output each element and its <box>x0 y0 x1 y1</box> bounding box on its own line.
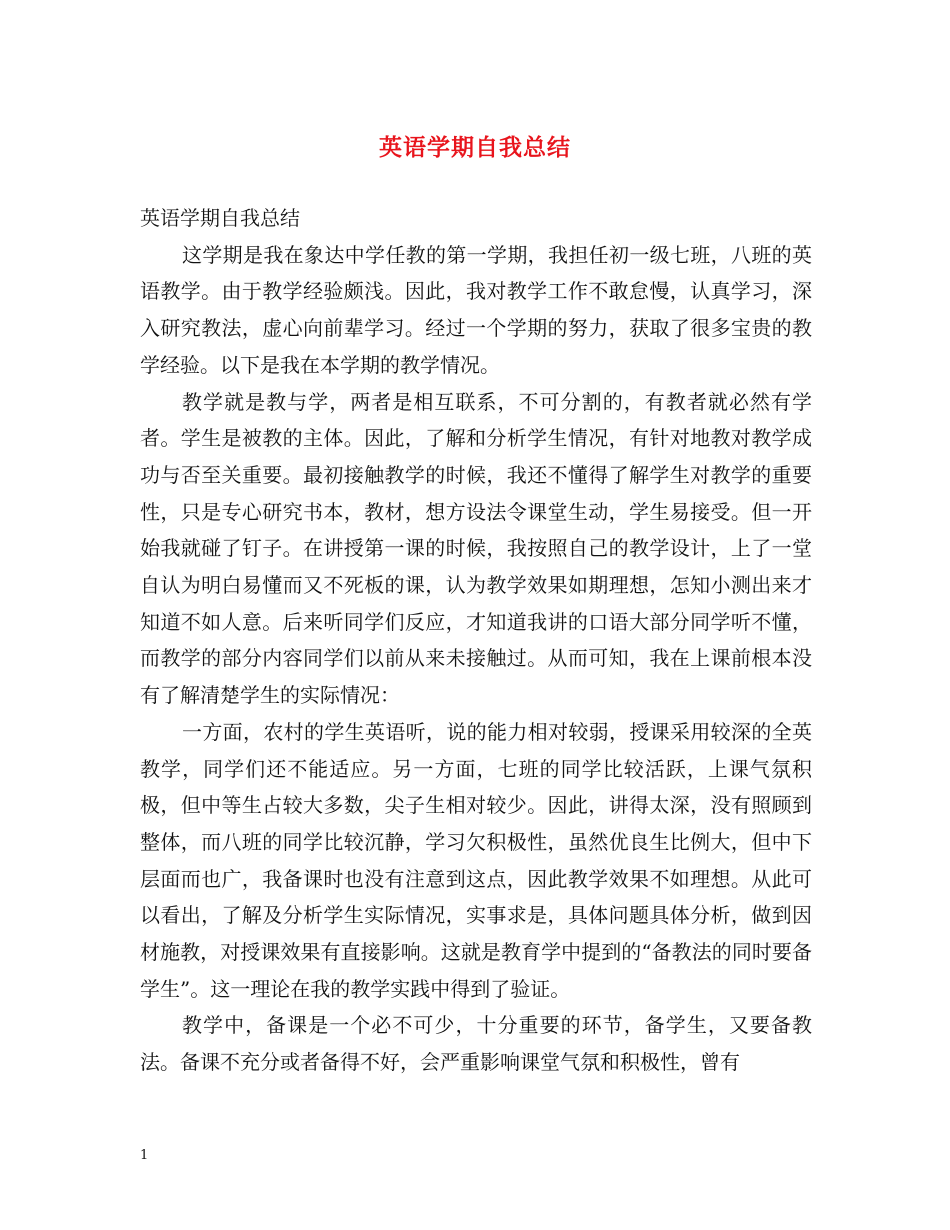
document-subtitle: 英语学期自我总结 <box>140 206 300 230</box>
paragraph-4: 教学中，备课是一个必不可少，十分重要的环节，备学生，又要备教法。备课不充分或者备得不好，会严重影响课堂气氛和积极性，曾有 <box>140 1013 812 1075</box>
paragraph-2: 教学就是教与学，两者是相互联系，不可分割的，有教者就必然有学者。学生是被教的主体。因此，了解和分析学生情况，有针对地教对教学成功与否至关重要。最初接触教学的时候，我还不懂得了解学生对教学的重要性，只是专心研究书本，教材，想方设法令课堂生动，学生易接受。但一开始我就碰了钉子。在讲授第一课的时候，我按照自己的教学设计，上了一堂自认为明白易懂而又不死板的课，认为教学效果如期理想，怎知小测出来才知道不如人意。后来听同学们反应，才知道我讲的口语大部分同学听不懂，而教学的部分内容同学们以前从来未接触过。从而可知，我在上课前根本没有了解清楚学生的实际情况： <box>140 389 812 708</box>
document-body <box>140 200 812 1081</box>
paragraph-3: 一方面，农村的学生英语听，说的能力相对较弱，授课采用较深的全英教学，同学们还不能适应。另一方面，七班的同学比较活跃，上课气氛积极，但中等生占较大多数，尖子生相对较少。因此，讲得太深，没有照顾到整体，而八班的同学比较沉静，学习欠积极性，虽然优良生比例大，但中下层面而也广，我备课时也没有注意到这点，因此教学效果不如理想。从此可以看出，了解及分析学生实际情况，实事求是，具体问题具体分析，做到因材施教，对授课效果有直接影响。这就是教育学中提到的“备教法的同时要备学生”。这一理论在我的教学实践中得到了验证。 <box>140 719 812 1001</box>
page-number: 1 <box>140 1148 149 1163</box>
document-title: 英语学期自我总结 <box>379 134 571 161</box>
paragraph-1: 这学期是我在象达中学任教的第一学期，我担任初一级七班，八班的英语教学。由于教学经验颇浅。因此，我对教学工作不敢怠慢，认真学习，深入研究教法，虚心向前辈学习。经过一个学期的努力，获取了很多宝贵的教学经验。以下是我在本学期的教学情况。 <box>140 242 812 377</box>
